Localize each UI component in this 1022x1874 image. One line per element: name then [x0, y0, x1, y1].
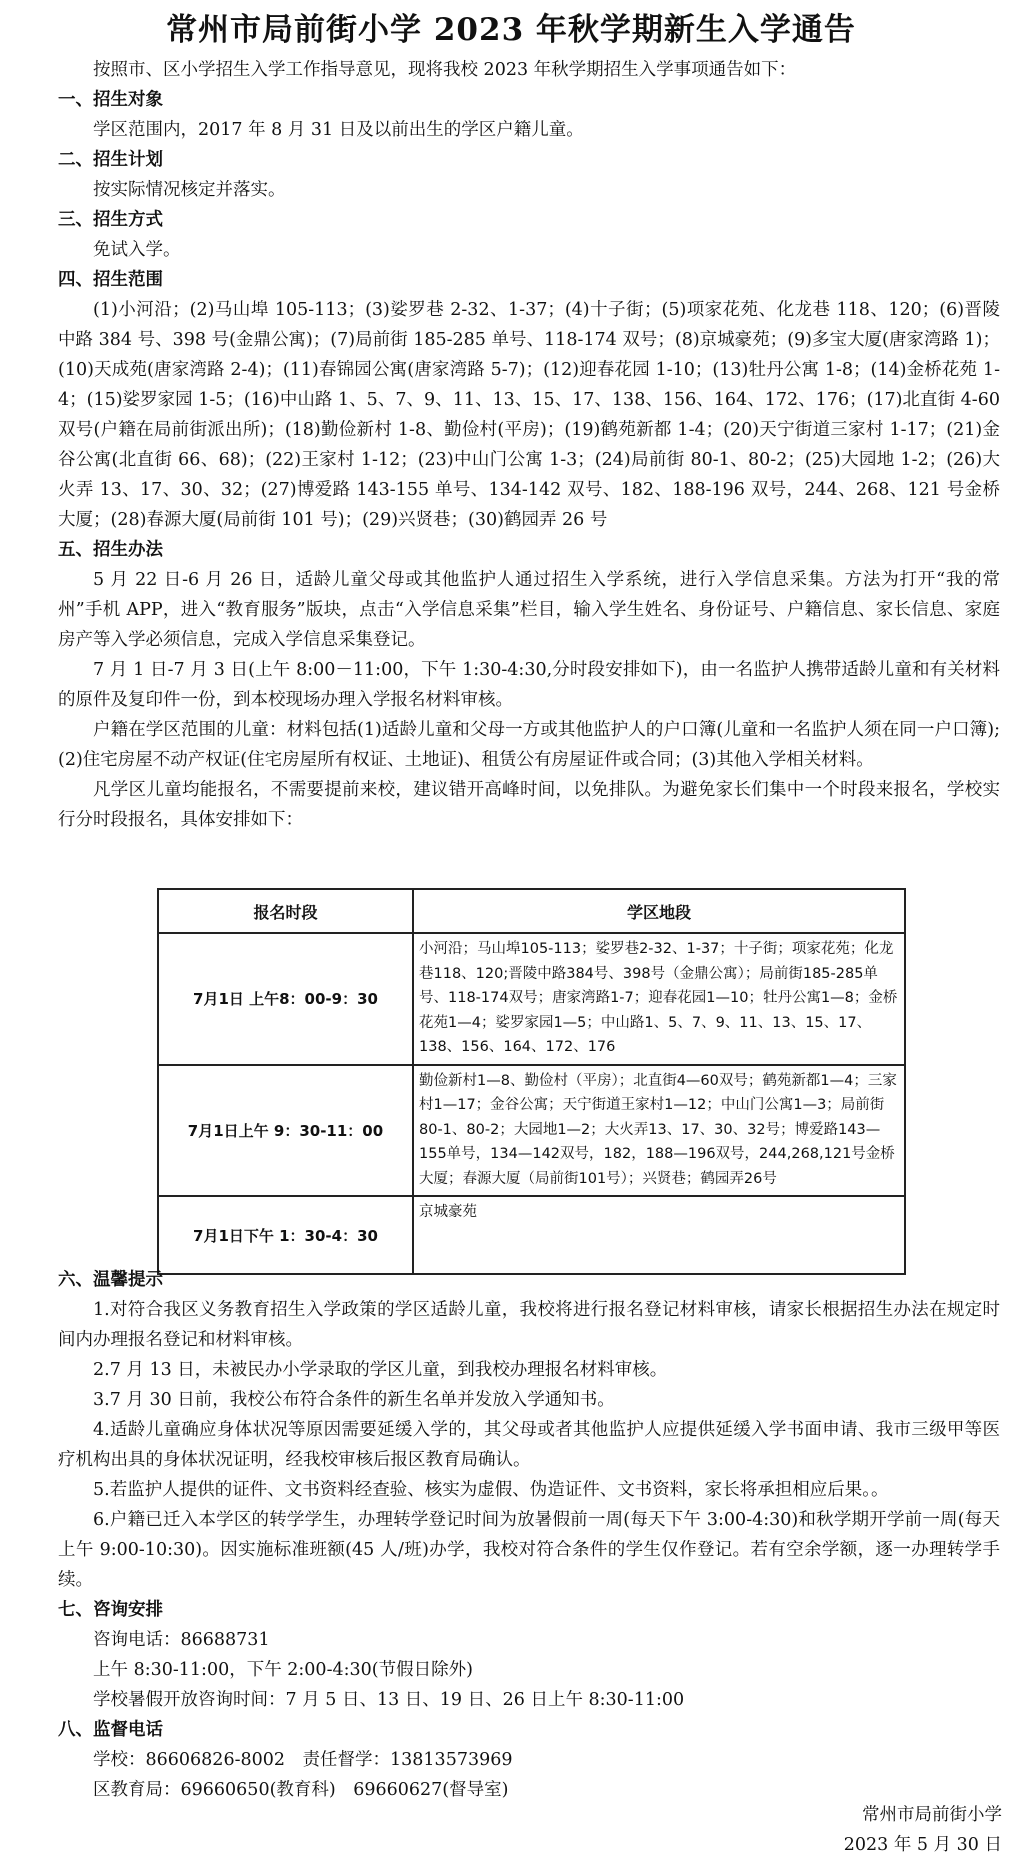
tip-item: 3.7 月 30 日前，我校公布符合条件的新生名单并发放入学通知书。: [93, 1390, 615, 1410]
consult-hours: 上午 8:30-11:00，下午 2:00-4:30(节假日除外): [93, 1660, 473, 1680]
section-1-text: 学区范围内，2017 年 8 月 31 日及以前出生的学区户籍儿童。: [93, 120, 584, 140]
header-district: 学区地段: [413, 889, 905, 933]
section-2-heading: 二、招生计划: [58, 150, 163, 170]
table-row: [158, 1196, 905, 1274]
tip-item: 2.7 月 13 日，未被民办小学录取的学区儿童，到我校办理报名材料审核。: [93, 1360, 668, 1380]
section-5-paragraph-1: 5 月 22 日-6 月 26 日，适龄儿童父母或其他监护人通过招生入学系统，进行入学信息采集。方法为打开“我的常州”手机 APP，进入“教育服务”版块，点击“入学信息采集”栏目，输入学生姓名、身份证号、户籍信息、家长信息、家庭房产等入学必须信息，完成入学信息采集登记。: [58, 570, 1000, 650]
section-4-heading: 四、招生范围: [58, 270, 163, 290]
district-cell: 小河沿；马山埠105-113；娑罗巷2-32、1-37；十子街；项家花苑；化龙巷118、120;晋陵中路384号、398号（金鼎公寓）；局前街185-285单号、118-174双号；唐家湾路1-7；迎春花园1—10；牡丹公寓1—8；金桥花苑1—4；娑罗家园1—5；中山路1、5、7、9、11、13、15、17、138、156、164、172、176: [413, 933, 905, 1065]
section-4-text: (1)小河沿；(2)马山埠 105-113；(3)娑罗巷 2-32、1-37；(4)十子街；(5)项家花苑、化龙巷 118、120；(6)晋陵中路 384 号、398 号(金鼎公寓)；(7)局前街 185-285 单号、118-174 双号；(8)京城豪苑；(9)多宝大厦(唐家湾路 1)；(10)天成苑(唐家湾路 2-4)；(11)春锦园公寓(唐家湾路 5-7)；(12)迎春花园 1-10；(13)牡丹公寓 1-8；(14)金桥花苑 1-4；(15)娑罗家园 1-5；(16)中山路 1、5、7、9、11、13、15、17、138、156、164、172、176；(17)北直街 4-60 双号(户籍在局前街派出所)；(18)勤俭新村 1-8、勤俭村(平房)；(19)鹤苑新都 1-4；(20)天宁街道三家村 1-17；(21)金谷公寓(北直街 66、68)；(22)王家村 1-12；(23)中山门公寓 1-3；(24)局前街 80-1、80-2；(25)大园地 1-2；(26)大火弄 13、17、30、32；(27)博爱路 143-155 单号、134-142 双号、182、188-196 双号，244、268、121 号金桥大厦；(28)春源大厦(局前街 101 号)；(29)兴贤巷；(30)鹤园弄 26 号: [58, 300, 1000, 530]
table-row: [158, 933, 905, 1065]
section-8-heading: 八、监督电话: [58, 1720, 163, 1740]
supervision-school-phone: 学校：86606826-8002 责任督学：13813573969: [93, 1750, 513, 1770]
table-row: [158, 1065, 905, 1197]
section-3-heading: 三、招生方式: [58, 210, 163, 230]
section-3-text: 免试入学。: [93, 240, 181, 260]
header-time-slot: 报名时段: [158, 889, 413, 933]
district-cell: 勤俭新村1—8、勤俭村（平房）；北直街4—60双号；鹤苑新都1—4；三家村1—17；金谷公寓；天宁街道王家村1—12；中山门公寓1—3；局前街80-1、80-2；大园地1—2；大火弄13、17、30、32号；博爱路143—155单号，134—142双号，182，188—196双号，244,268,121号金桥大厦；春源大厦（局前街101号）；兴贤巷；鹤园弄26号: [413, 1065, 905, 1197]
section-1-heading: 一、招生对象: [58, 90, 163, 110]
section-5-paragraph-2: 7 月 1 日-7 月 3 日(上午 8:00－11:00，下午 1:30-4:30,分时段安排如下)，由一名监护人携带适龄儿童和有关材料的原件及复印件一份，到本校现场办理入学报名材料审核。: [58, 660, 1000, 710]
schedule-header-row: [158, 889, 905, 933]
notice-body-bottom: [58, 1265, 1000, 1805]
signature-org: 常州市局前街小学: [862, 1805, 1002, 1825]
time-slot-cell: 7月1日 上午8：00-9：30: [158, 933, 413, 1065]
time-slot-cell: 7月1日下午 1：30-4：30: [158, 1196, 413, 1274]
notice-body-top: [58, 55, 1000, 835]
time-slot-cell: 7月1日上午 9：30-11：00: [158, 1065, 413, 1197]
section-5-paragraph-4: 凡学区儿童均能报名，不需要提前来校，建议错开高峰时间，以免排队。为避免家长们集中一个时段来报名，学校实行分时段报名，具体安排如下：: [58, 780, 1000, 830]
tip-item: 6.户籍已迁入本学区的转学学生，办理转学登记时间为放暑假前一周(每天下午 3:00-4:30)和秋学期开学前一周(每天上午 9:00-10:30)。因实施标准班额(45 人/班)办学，我校对符合条件的学生仅作登记。若有空余学额，逐一办理转学手续。: [58, 1510, 1000, 1590]
tip-item: 4.适龄儿童确应身体状况等原因需要延缓入学的，其父母或者其他监护人应提供延缓入学书面申请、我市三级甲等医疗机构出具的身体状况证明，经我校审核后报区教育局确认。: [58, 1420, 1000, 1470]
summer-consult-times: 学校暑假开放咨询时间：7 月 5 日、13 日、19 日、26 日上午 8:30-11:00: [93, 1690, 685, 1710]
document-title: 常州市局前街小学 2023 年秋学期新生入学通告: [166, 12, 856, 48]
schedule-table: [157, 888, 906, 1275]
section-5-paragraph-3: 户籍在学区范围的儿童：材料包括(1)适龄儿童和父母一方或其他监护人的户口簿(儿童和一名监护人须在同一户口簿);(2)住宅房屋不动产权证(住宅房屋所有权证、土地证)、租赁公有房屋证件或合同；(3)其他入学相关材料。: [58, 720, 1000, 770]
section-7-heading: 七、咨询安排: [58, 1600, 163, 1620]
section-6-heading: 六、温馨提示: [58, 1270, 163, 1290]
section-2-text: 按实际情况核定并落实。: [93, 180, 286, 200]
signature-date: 2023 年 5 月 30 日: [843, 1835, 1002, 1855]
tip-item: 5.若监护人提供的证件、文书资料经查验、核实为虚假、伪造证件、文书资料，家长将承担相应后果。。: [93, 1480, 889, 1500]
consult-phone: 咨询电话：86688731: [93, 1630, 270, 1650]
supervision-bureau-phone: 区教育局：69660650(教育科) 69660627(督导室): [93, 1780, 509, 1800]
intro-paragraph: 按照市、区小学招生入学工作指导意见，现将我校 2023 年秋学期招生入学事项通告如下：: [93, 60, 797, 80]
section-5-heading: 五、招生办法: [58, 540, 163, 560]
tip-item: 1.对符合我区义务教育招生入学政策的学区适龄儿童，我校将进行报名登记材料审核，请家长根据招生办法在规定时间内办理报名登记和材料审核。: [58, 1300, 1000, 1350]
signature-block: [844, 1800, 1002, 1860]
district-cell: 京城豪苑: [413, 1196, 905, 1274]
